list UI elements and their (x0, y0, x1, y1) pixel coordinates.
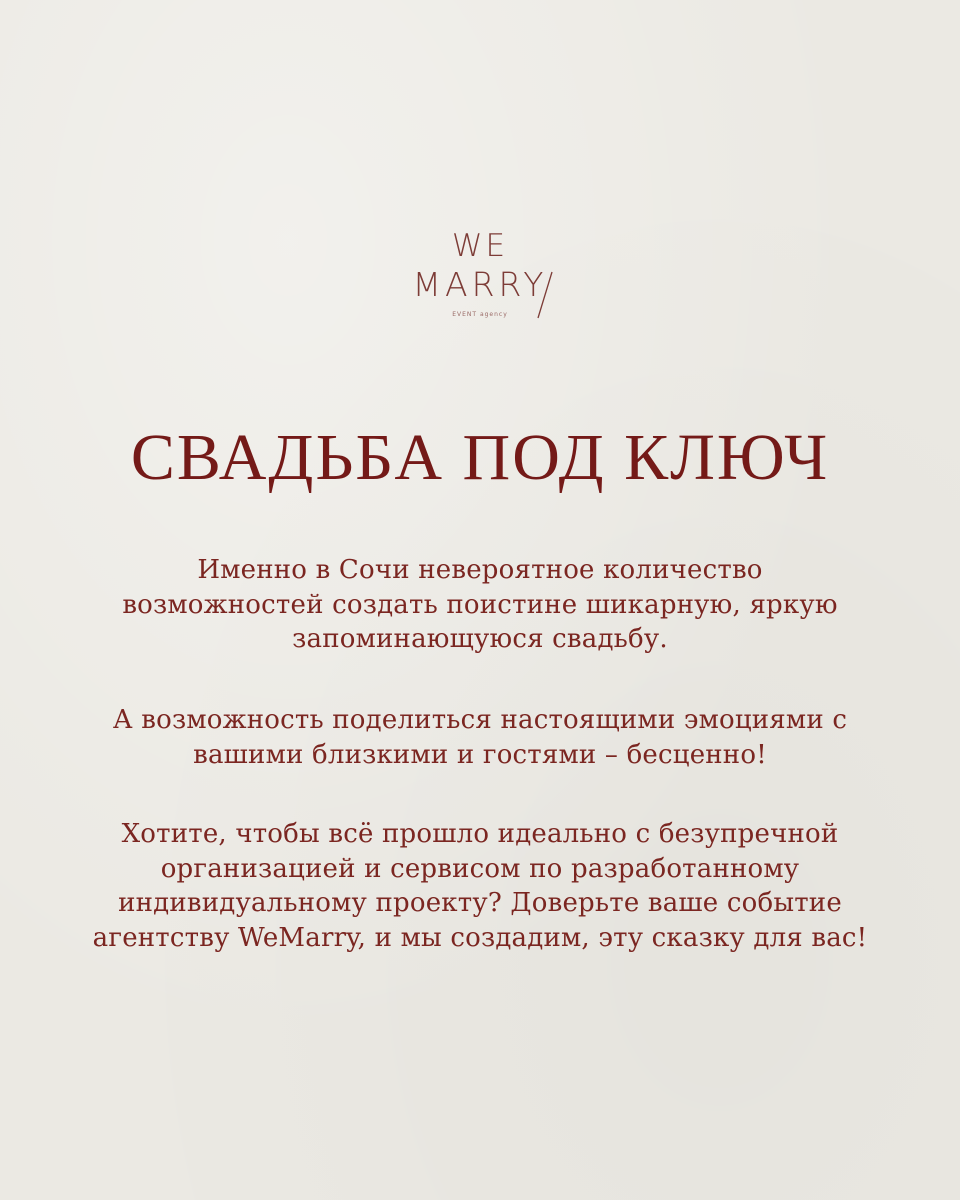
paragraph-line: Именно в Сочи невероятное количество (197, 555, 763, 585)
page-title: СВАДЬБА ПОД КЛЮЧ (130, 421, 830, 494)
paragraph-offer (60, 817, 900, 955)
paragraph-line: возможностей создать поистине шикарную, яркую (122, 589, 838, 620)
logo-tagline: EVENT agency (452, 311, 508, 318)
paragraph-emotions (60, 703, 900, 772)
logo-line-we: WE (451, 228, 509, 264)
paragraph-line: А возможность поделиться настоящими эмоциями с (112, 705, 848, 735)
paragraph-line: вашими близкими и гостями – бесценно! (193, 739, 767, 770)
brand-logo (380, 222, 580, 332)
paragraph-line: Хотите, чтобы всё прошло идеально с безупречной (121, 819, 839, 849)
paragraph-line: индивидуальному проекту? Доверьте ваше событие (118, 888, 842, 918)
paragraph-line: организацией и сервисом по разработанному (160, 853, 800, 884)
paragraph-line: агентству WeMarry, и мы создадим, эту сказку для вас! (92, 922, 868, 953)
paragraph-line: запоминающуюся свадьбу. (292, 624, 668, 654)
logo-line-marry: MARRY (412, 265, 548, 304)
paragraph-intro (60, 553, 900, 657)
